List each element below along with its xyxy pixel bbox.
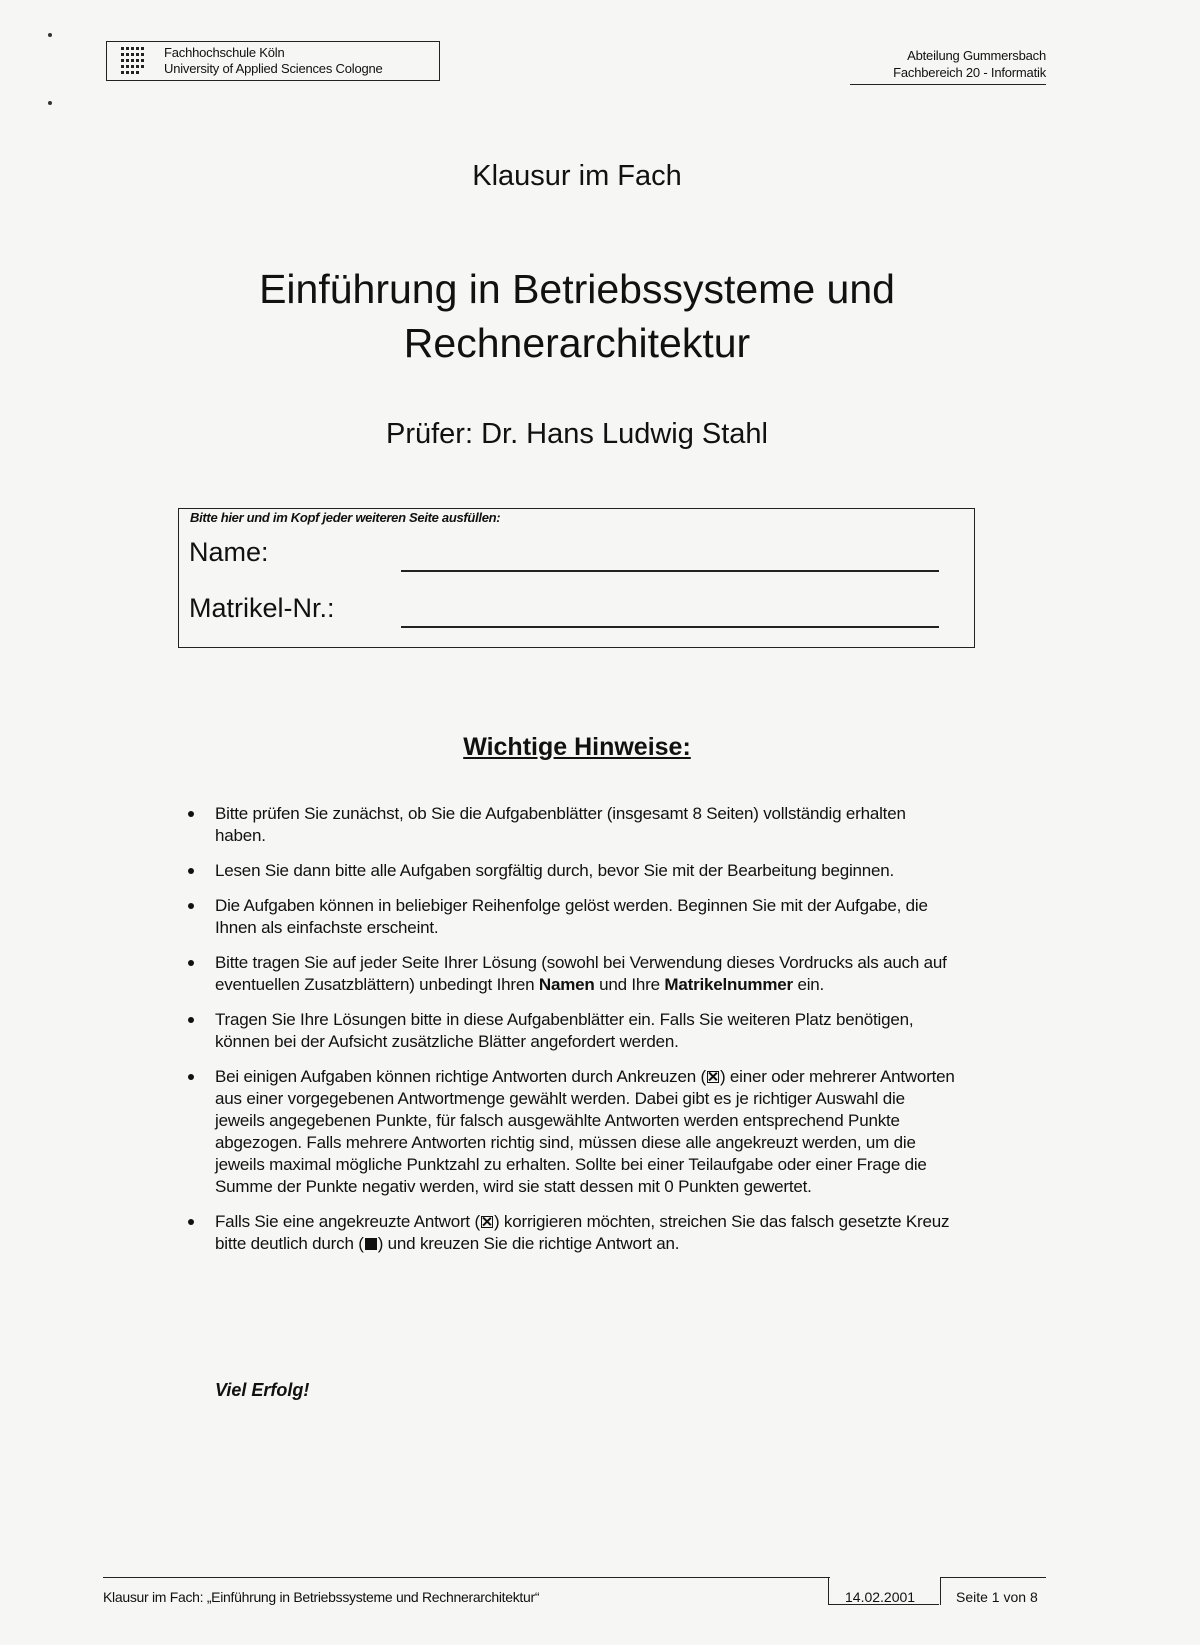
- instruction-item: [185, 1009, 955, 1053]
- instruction-item: [185, 895, 955, 939]
- instruction-text: Bitte tragen Sie auf jeder Seite Ihrer Lösung (sowohl bei Verwendung dieses Vordrucks als auch auf eventuellen Zusatzblättern) unbedingt Ihren: [215, 953, 947, 994]
- instruction-text: Die Aufgaben können in beliebiger Reihenfolge gelöst werden. Beginnen Sie mit der Aufgabe, die Ihnen als einfachste erscheint.: [215, 896, 928, 937]
- bullet-icon: [188, 1074, 194, 1080]
- name-field[interactable]: [401, 570, 939, 572]
- checked-box-icon: [481, 1216, 493, 1228]
- struck-box-icon: [365, 1238, 377, 1250]
- instruction-text: und Ihre: [594, 975, 665, 994]
- checked-box-icon: [707, 1071, 719, 1083]
- instruction-text: Bitte prüfen Sie zunächst, ob Sie die Aufgabenblätter (insgesamt 8 Seiten) vollständig erhalten haben.: [215, 804, 906, 845]
- matrikel-label: Matrikel-Nr.:: [189, 593, 335, 623]
- scan-speck: [48, 33, 52, 37]
- university-name-en: University of Applied Sciences Cologne: [164, 61, 383, 76]
- instruction-emphasis: Matrikelnummer: [664, 975, 793, 994]
- instruction-text: ) einer oder mehrerer Antworten aus einer vorgegebenen Antwortmenge gewählt werden. Dabei gibt es je richtiger Auswahl die jeweils angegebenen Punkte, für falsch ausgewählte Antworten werden entsprechend Punkte abgezogen. Falls mehrere Antworten richtig sind, müssen diese alle angekreuzt werden, um die jeweils maximal mögliche Punktzahl zu erhalten. Sollte bei einer Teilaufgabe oder einer Frage die Summe der Punkte negativ werden, wird sie statt dessen mit 0 Punkten gewertet.: [215, 1067, 955, 1196]
- examiner: Prüfer: Dr. Hans Ludwig Stahl: [385, 418, 768, 450]
- form-hint: Bitte hier und im Kopf jeder weiteren Seite ausfüllen:: [190, 510, 501, 525]
- instructions-list: [185, 803, 955, 1268]
- bullet-icon: [188, 811, 194, 817]
- university-logo-box: [106, 41, 440, 81]
- student-info-form: [178, 508, 975, 648]
- bullet-icon: [188, 960, 194, 966]
- department-location: Abteilung Gummersbach: [907, 48, 1046, 63]
- instruction-text: ) korrigieren möchten, streichen Sie das falsch gesetzte Kreuz bitte deutlich durch (: [215, 1212, 950, 1253]
- instructions-heading: Wichtige Hinweise:: [463, 733, 691, 761]
- footer-page-divider: [940, 1577, 1046, 1578]
- instruction-item: [185, 1066, 955, 1198]
- header-divider: [850, 84, 1046, 85]
- exam-subject-line1: Einführung in Betriebssysteme und: [259, 266, 895, 312]
- footer-divider: [103, 1577, 830, 1578]
- instruction-item: [185, 803, 955, 847]
- instruction-text: ein.: [792, 975, 825, 994]
- exam-subject-line2: Rechnerarchitektur: [403, 320, 751, 366]
- instruction-text: Tragen Sie Ihre Lösungen bitte in diese Aufgabenblätter ein. Falls Sie weiteren Platz benötigen, können bei der Aufsicht zusätzliche Blätter angefordert werden.: [215, 1010, 914, 1051]
- bullet-icon: [188, 868, 194, 874]
- university-logo-icon: [121, 47, 147, 75]
- instruction-emphasis: Namen: [538, 975, 595, 994]
- university-name: [164, 45, 383, 77]
- department-faculty: Fachbereich 20 - Informatik: [893, 65, 1046, 80]
- footer-title: Klausur im Fach: „Einführung in Betriebssysteme und Rechnerarchitektur“: [103, 1589, 540, 1605]
- university-name-de: Fachhochschule Köln: [164, 45, 285, 60]
- instruction-text: ) und kreuzen Sie die richtige Antwort an.: [377, 1234, 680, 1253]
- department-info: [893, 47, 1046, 81]
- bullet-icon: [188, 1219, 194, 1225]
- instruction-item: [185, 1211, 955, 1255]
- instruction-text: Bei einigen Aufgaben können richtige Antworten durch Ankreuzen (: [215, 1067, 706, 1086]
- instruction-text: Lesen Sie dann bitte alle Aufgaben sorgfältig durch, bevor Sie mit der Bearbeitung beginnen.: [215, 861, 895, 880]
- footer-page-divider: [940, 1577, 941, 1605]
- instruction-item: [185, 860, 955, 882]
- footer-date: 14.02.2001: [845, 1589, 916, 1605]
- instruction-text: Falls Sie eine angekreuzte Antwort (: [215, 1212, 480, 1231]
- scan-speck: [48, 101, 52, 105]
- page-number: Seite 1 von 8: [956, 1589, 1038, 1605]
- matrikel-field[interactable]: [401, 626, 939, 628]
- bullet-icon: [188, 903, 194, 909]
- instruction-item: [185, 952, 955, 996]
- bullet-icon: [188, 1017, 194, 1023]
- name-label: Name:: [189, 537, 269, 567]
- exam-subject-title: [0, 262, 1154, 370]
- exam-label: Klausur im Fach: [472, 160, 682, 192]
- farewell-text: Viel Erfolg!: [215, 1380, 310, 1400]
